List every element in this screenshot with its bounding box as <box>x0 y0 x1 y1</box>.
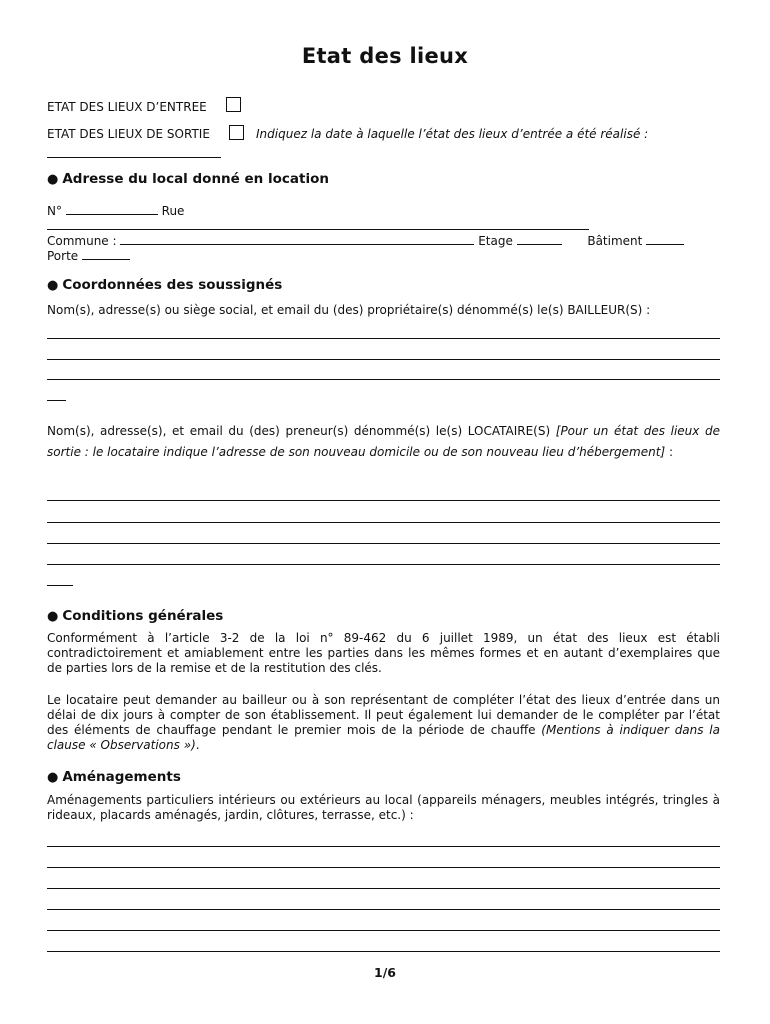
porte-label: Porte <box>47 249 79 263</box>
sortie-label: ETAT DES LIEUX DE SORTIE <box>47 127 210 141</box>
locataire-line[interactable] <box>47 500 720 501</box>
section-heading-adresse <box>47 171 329 187</box>
locataire-text: Nom(s), adresse(s), et email du (des) preneur(s) dénommé(s) le(s) LOCATAIRE(S) <box>47 424 551 438</box>
locataire-paragraph <box>47 421 720 463</box>
entree-label: ETAT DES LIEUX D’ENTREE <box>47 100 207 114</box>
sortie-checkbox[interactable] <box>229 125 244 140</box>
conditions-para2-text: Le locataire peut demander au bailleur ou à son représentant de compléter l’état des lieux d’entrée dans un délai de dix jours à compter de son établissement. Il peut également lui demander de le compléter par l’état des éléments de chauffage pendant le premier mois de la période de chauffe <box>47 693 720 737</box>
amenagements-line[interactable] <box>47 951 720 952</box>
commune-field[interactable] <box>120 232 474 245</box>
locataire-line[interactable] <box>47 564 720 565</box>
commune-row <box>47 232 684 248</box>
numero-field[interactable] <box>66 202 158 215</box>
porte-row <box>47 247 130 263</box>
amenagements-line[interactable] <box>47 846 720 847</box>
batiment-field[interactable] <box>646 232 684 245</box>
page-title: Etat des lieux <box>301 44 469 68</box>
bullet-icon: ● <box>47 770 59 785</box>
locataire-line[interactable] <box>47 543 720 544</box>
amenagements-line[interactable] <box>47 867 720 868</box>
bailleur-line[interactable] <box>47 359 720 360</box>
commune-label: Commune : <box>47 234 117 248</box>
etage-label: Etage <box>478 234 513 248</box>
page-number: 1/6 <box>374 965 396 980</box>
bailleur-line[interactable] <box>47 338 720 339</box>
amenagements-heading-text: Aménagements <box>62 769 181 785</box>
conditions-para2-end: . <box>195 738 200 752</box>
adresse-heading-text: Adresse du local donné en location <box>62 171 329 187</box>
section-heading-amenagements <box>47 769 181 785</box>
amenagements-line[interactable] <box>47 888 720 889</box>
amenagements-line[interactable] <box>47 930 720 931</box>
bailleur-line[interactable] <box>47 400 66 401</box>
amenagements-text: Aménagements particuliers intérieurs ou extérieurs au local (appareils ménagers, meubles intégrés, tringles à rideaux, placards aménagés, jardin, clôtures, terrasse, etc.) : <box>47 793 720 822</box>
numero-row <box>47 202 184 218</box>
batiment-label: Bâtiment <box>587 234 643 248</box>
rue-label: Rue <box>161 204 185 218</box>
rue-field[interactable] <box>47 229 589 230</box>
locataire-line[interactable] <box>47 585 73 586</box>
bullet-icon: ● <box>47 172 59 187</box>
bailleur-text: Nom(s), adresse(s) ou siège social, et email du (des) propriétaire(s) dénommé(s) le(s) BAILLEUR(S) : <box>47 303 651 317</box>
section-heading-conditions <box>47 608 223 624</box>
amenagements-line[interactable] <box>47 909 720 910</box>
numero-label: N° <box>47 204 62 218</box>
section-heading-coordonnees <box>47 277 282 293</box>
sortie-date-field[interactable] <box>47 157 221 158</box>
conditions-para2-italic: (Mentions à indiquer dans la clause « Observations ») <box>47 723 720 752</box>
bailleur-line[interactable] <box>47 379 720 380</box>
locataire-line[interactable] <box>47 522 720 523</box>
bullet-icon: ● <box>47 609 59 624</box>
locataire-italic: [Pour un état des lieux de sortie : le locataire indique l’adresse de son nouveau domicile ou de son nouveau lieu d’hébergement] <box>47 424 720 459</box>
entree-checkbox[interactable] <box>226 97 241 112</box>
coordonnees-heading-text: Coordonnées des soussignés <box>62 277 283 293</box>
bullet-icon: ● <box>47 278 59 293</box>
conditions-paragraph-2 <box>47 693 720 753</box>
conditions-heading-text: Conditions générales <box>62 608 224 624</box>
locataire-end: : <box>665 445 673 459</box>
etage-field[interactable] <box>517 232 562 245</box>
conditions-paragraph-1: Conformément à l’article 3-2 de la loi n° 89-462 du 6 juillet 1989, un état des lieux est établi contradictoirement et amiablement entre les parties dans les mêmes formes et en autant d’exemplaires que de parties lors de la remise et de la restitution des clés. <box>47 631 720 675</box>
sortie-hint: Indiquez la date à laquelle l’état des lieux d’entrée a été réalisé : <box>256 127 649 141</box>
porte-field[interactable] <box>82 247 130 260</box>
